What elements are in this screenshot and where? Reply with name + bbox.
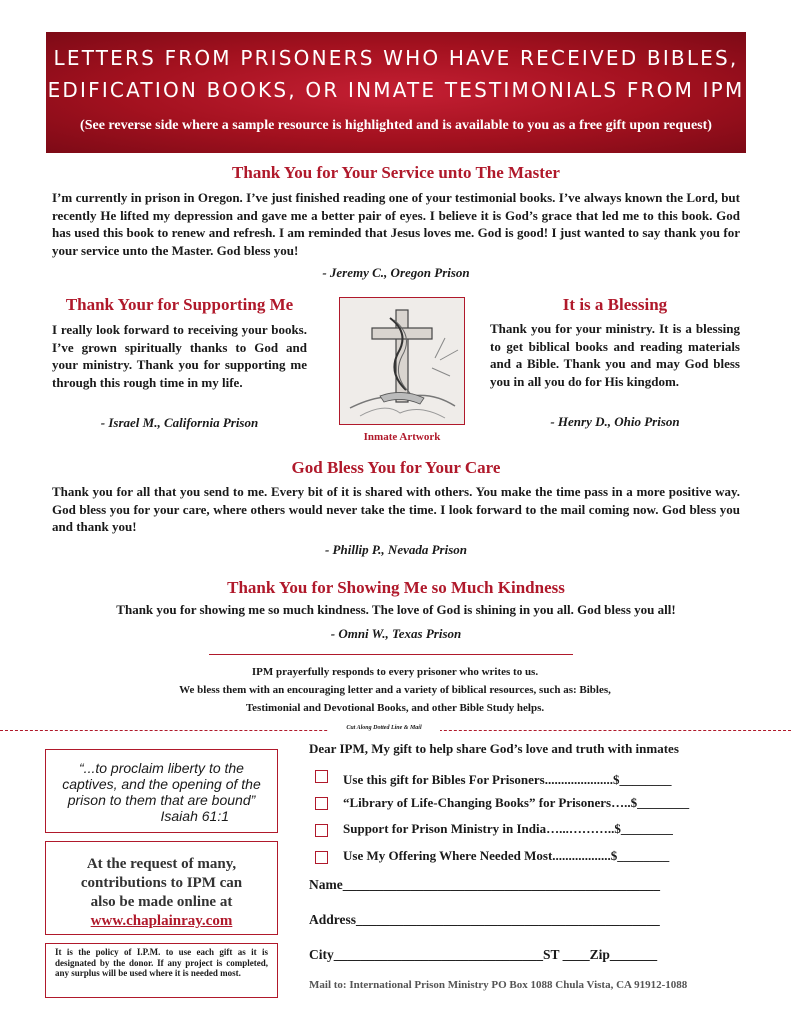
closing-line: We bless them with an encouraging letter and a variety of biblical resources, such as: Bibles, xyxy=(179,684,611,696)
letter-signature: - Israel M., California Prison xyxy=(100,415,259,430)
letter-body: Thank you for your ministry. It is a blessing to get biblical books and reading materials and a Bible. Thank you and may God bless you in all you do for His kingdom. xyxy=(490,321,740,389)
closing-line: IPM prayerfully responds to every prisoner who writes to us. xyxy=(251,666,539,678)
option-checkbox[interactable] xyxy=(315,851,328,864)
option-checkbox[interactable] xyxy=(315,797,328,810)
banner-subtitle: (See reverse side where a sample resource is highlighted and is available to you as a free gift upon request) xyxy=(80,118,712,133)
scripture-quote: “...to proclaim liberty to the captives, and the opening of the prison to them that are bound” xyxy=(62,760,261,808)
website-link[interactable]: www.chaplainray.com xyxy=(90,913,233,929)
letter-title: God Bless You for Your Care xyxy=(291,458,501,477)
letter-body: Thank you for showing me so much kindness. The love of God is shining in you all. God bless you all! xyxy=(116,602,676,617)
gift-option-label: Support for Prison Ministry in India…...………..$________ xyxy=(343,821,673,836)
option-checkbox[interactable] xyxy=(315,824,328,837)
letter-signature: - Phillip P., Nevada Prison xyxy=(324,542,468,557)
letter-body: Thank you for all that you send to me. Every bit of it is shared with others. You make the time pass in a more positive way. God bless you for your care, where others would never take the time. I look forward to the mail coming now. God bless you and thank you! xyxy=(52,484,740,534)
letter-body: I’m currently in prison in Oregon. I’ve just finished reading one of your testimonial books. I’ve always known the Lord, but recently He lifted my depression and gave me a better pair of eyes. I believe it is God’s grace that led me to this book. God has used this book to renew and refresh. I am reminded that Jesus loves me. God is good! I just wanted to say thank you for your service unto the Master. God bless you! xyxy=(52,190,740,258)
letter-body: I really look forward to receiving your books. I’ve grown spiritually thanks to God and your ministry. Thank you for supporting me through this rough time in my life. xyxy=(52,322,307,390)
online-text-line: also be made online at xyxy=(90,894,233,910)
mailing-address: Mail to: International Prison Ministry PO Box 1088 Chula Vista, CA 91912-1088 xyxy=(309,979,688,991)
online-giving-box xyxy=(45,841,278,935)
banner-title-line-1: LETTERS FROM PRISONERS WHO HAVE RECEIVED BIBLES, xyxy=(53,46,739,70)
header-banner xyxy=(46,32,746,153)
gift-option-label: “Library of Life-Changing Books” for Prisoners…..$________ xyxy=(343,795,690,810)
online-text-line: At the request of many, xyxy=(86,856,237,872)
gift-option-label: Use My Offering Where Needed Most..................$________ xyxy=(343,848,670,863)
inmate-artwork-image xyxy=(339,297,465,425)
policy-text: It is the policy of I.P.M. to use each gift as it is designated by the donor. If any project is completed, any surplus will be used where it is needed most. xyxy=(55,947,268,978)
address-field[interactable]: Address_____________________________________________ xyxy=(309,912,660,927)
city-state-zip-field[interactable]: City_______________________________ST ____Zip_______ xyxy=(309,947,658,962)
letter-title: Thank You for Showing Me so Much Kindness xyxy=(227,578,565,597)
cut-label: Cut Along Dotted Line & Mail xyxy=(328,725,440,731)
online-text-line: contributions to IPM can xyxy=(80,875,243,891)
policy-box xyxy=(45,943,278,998)
form-intro: Dear IPM, My gift to help share God’s love and truth with inmates xyxy=(309,741,679,756)
name-field[interactable]: Name_______________________________________________ xyxy=(309,877,660,892)
letter-title: Thank You for Your Service unto The Master xyxy=(232,163,560,182)
option-checkbox[interactable] xyxy=(315,770,328,783)
letter-signature: - Omni W., Texas Prison xyxy=(330,626,462,641)
cross-drawing-icon xyxy=(340,298,464,424)
artwork-caption: Inmate Artwork xyxy=(363,431,441,443)
gift-option-label: Use this gift for Bibles For Prisoners.....................$________ xyxy=(343,772,672,787)
scripture-reference: Isaiah 61:1 xyxy=(160,808,229,824)
letter-signature: - Jeremy C., Oregon Prison xyxy=(322,265,470,280)
letter-signature: - Henry D., Ohio Prison xyxy=(550,414,680,429)
scripture-quote-box xyxy=(45,749,278,833)
letter-title: Thank Your for Supporting Me xyxy=(65,295,294,314)
divider xyxy=(209,654,573,655)
closing-line: Testimonial and Devotional Books, and other Bible Study helps. xyxy=(245,702,545,714)
banner-title-line-2: EDIFICATION BOOKS, OR INMATE TESTIMONIALS FROM IPM xyxy=(47,78,745,102)
letter-title: It is a Blessing xyxy=(562,295,668,314)
